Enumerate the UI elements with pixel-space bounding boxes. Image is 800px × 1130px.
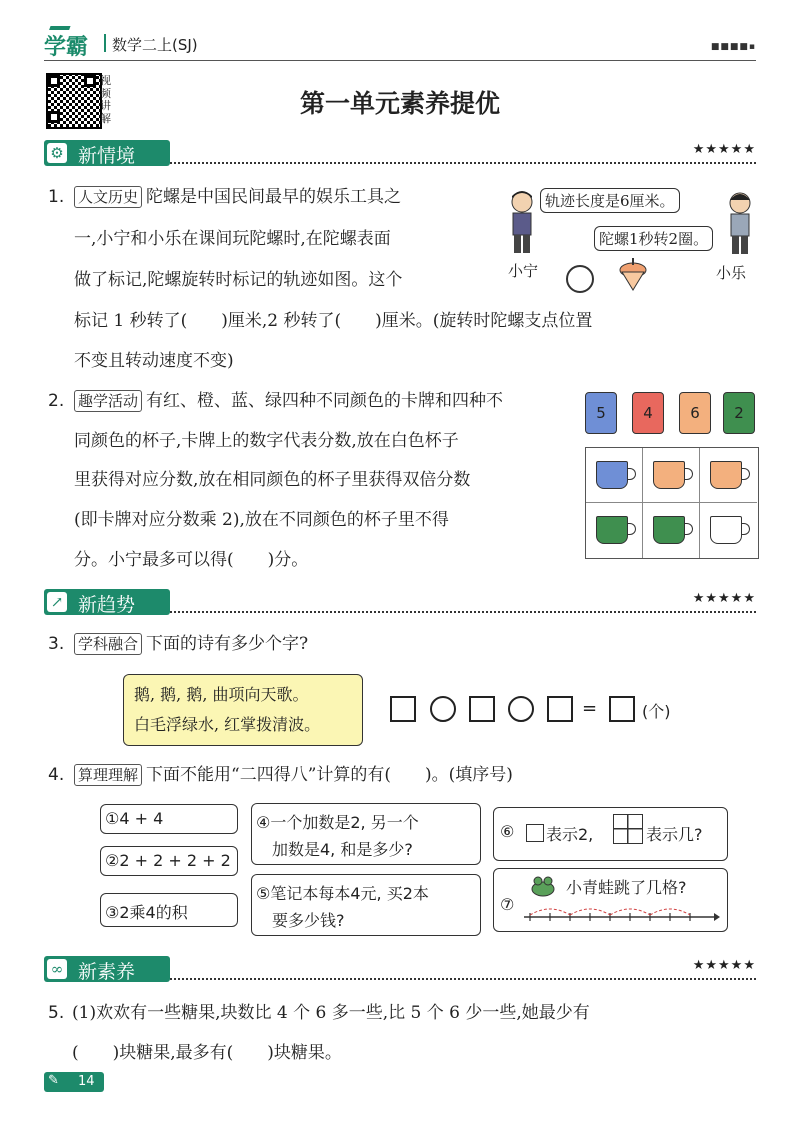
trend-arrow-icon: ↗ — [47, 592, 67, 612]
option-7: ⑦ 小青蛙跳了几格? — [493, 868, 728, 932]
answer-square[interactable] — [469, 696, 495, 722]
q1-line-1: 陀螺是中国民间最早的娱乐工具之 — [146, 187, 402, 207]
cup-green-icon — [653, 516, 685, 544]
difficulty-stars: ★★★★★ — [692, 958, 756, 973]
number-line-icon — [522, 903, 720, 923]
qr-label: 视频讲解 — [100, 74, 111, 125]
pencil-icon: ✎ — [48, 1073, 59, 1088]
cup-white-icon — [710, 516, 742, 544]
question-number: 3. — [48, 634, 65, 654]
operator-circle[interactable] — [430, 696, 456, 722]
cup-blue-icon — [596, 461, 628, 489]
option-2: ②2 + 2 + 2 + 2 — [100, 846, 238, 876]
cup-orange-icon — [710, 461, 742, 489]
question-tag: 趣学活动 — [74, 390, 142, 412]
question-number: 1. — [48, 187, 65, 207]
q1-line-5: 不变且转动速度不变) — [74, 351, 234, 371]
q2-line-2: 同颜色的杯子,卡牌上的数字代表分数,放在白色杯子 — [74, 431, 459, 451]
kid-name-xiaole: 小乐 — [716, 264, 747, 282]
page-title: 第一单元素养提优 — [299, 89, 500, 118]
cup-grid — [585, 447, 759, 559]
header-dots-icon: ■■■■▪ — [710, 42, 756, 52]
track-circle-icon — [566, 265, 594, 293]
q1-line-2: 一,小宁和小乐在课间玩陀螺时,在陀螺表面 — [74, 229, 391, 249]
poem-box — [123, 674, 363, 746]
page-number-badge — [44, 1072, 104, 1092]
question-number: 2. — [48, 391, 65, 411]
speech-bubble: 轨迹长度是6厘米。 — [540, 188, 680, 213]
card-green: 2 — [723, 392, 755, 434]
difficulty-stars: ★★★★★ — [692, 142, 756, 157]
q2-line-3: 里获得对应分数,放在相同颜色的杯子里获得双倍分数 — [74, 470, 471, 490]
q3-text: 下面的诗有多少个字? — [146, 634, 309, 654]
card-red: 4 — [632, 392, 664, 434]
card-blue: 5 — [585, 392, 617, 434]
option-6: ⑥ 表示2, 表示几? — [493, 807, 728, 861]
cup-green-icon — [596, 516, 628, 544]
link-icon: ∞ — [47, 959, 67, 979]
option-4: ④一个加数是2, 另一个 加数是4, 和是多少? — [251, 803, 481, 865]
section-label: 新趋势 — [78, 594, 136, 616]
answer-square[interactable] — [609, 696, 635, 722]
poem-line-2: 白毛浮绿水, 红掌拨清波。 — [134, 715, 321, 734]
q5-line-1: (1)欢欢有一些糖果,块数比 4 个 6 多一些,比 5 个 6 少一些,她最少有 — [72, 1003, 590, 1023]
section-label: 新情境 — [78, 145, 136, 167]
card-orange: 6 — [679, 392, 711, 434]
q5-line-2: ( )块糖果,最多有( )块糖果。 — [72, 1043, 342, 1063]
frog-icon — [530, 875, 556, 897]
answer-square[interactable] — [390, 696, 416, 722]
equals-sign: = — [582, 698, 598, 719]
q2-line-5: 分。小宁最多可以得( )分。 — [74, 550, 309, 570]
kid-name-xiaoning: 小宁 — [508, 262, 539, 280]
answer-square[interactable] — [547, 696, 573, 722]
brand-logo: 学霸 — [44, 35, 89, 60]
kid-xiaole-icon — [722, 190, 758, 258]
q1-line-4: 标记 1 秒转了( )厘米,2 秒转了( )厘米。(旋转时陀螺支点位置 — [74, 311, 593, 331]
section-header-new-trend — [44, 589, 756, 615]
speech-bubble: 陀螺1秒转2圈。 — [594, 226, 713, 251]
unit-label: (个) — [642, 702, 671, 721]
q1-line-3: 做了标记,陀螺旋转时标记的轨迹如图。这个 — [74, 270, 403, 290]
option-5: ⑤笔记本每本4元, 买2本 要多少钱? — [251, 874, 481, 936]
question-tag: 人文历史 — [74, 186, 142, 208]
spinning-top-icon — [618, 256, 648, 292]
gear-icon: ⚙ — [47, 143, 67, 163]
option-3: ③2乘4的积 — [100, 893, 238, 927]
option-1: ①4 + 4 — [100, 804, 238, 834]
q4-text: 下面不能用“二四得八”计算的有( )。(填序号) — [146, 765, 513, 785]
header-rule — [44, 60, 756, 61]
question-number: 4. — [48, 765, 65, 785]
q2-line-1: 有红、橙、蓝、绿四种不同颜色的卡牌和四种不 — [146, 391, 504, 411]
question-tag: 学科融合 — [74, 633, 142, 655]
small-square-icon — [526, 824, 544, 842]
operator-circle[interactable] — [508, 696, 534, 722]
section-header-new-literacy — [44, 956, 756, 982]
cup-orange-icon — [653, 461, 685, 489]
question-number: 5. — [48, 1003, 65, 1023]
kid-xiaoning-icon — [502, 188, 542, 258]
book-title: 数学二上(SJ) — [112, 36, 198, 54]
poem-line-1: 鹅, 鹅, 鹅, 曲项向天歌。 — [134, 685, 309, 704]
four-square-icon — [613, 814, 643, 844]
question-tag: 算理理解 — [74, 764, 142, 786]
section-header-new-context — [44, 140, 756, 166]
page-number: 14 — [78, 1074, 95, 1089]
section-label: 新素养 — [78, 961, 136, 983]
brand-divider — [104, 34, 106, 52]
difficulty-stars: ★★★★★ — [692, 591, 756, 606]
q2-line-4: (即卡牌对应分数乘 2),放在不同颜色的杯子里不得 — [74, 510, 449, 530]
